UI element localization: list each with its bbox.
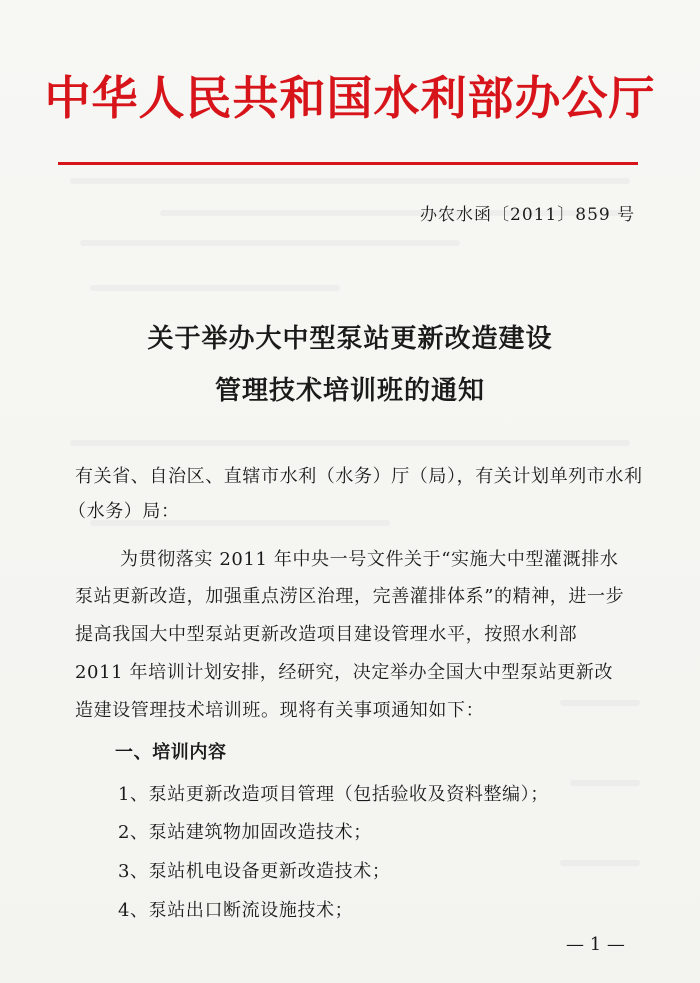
issuer-header: 中华人民共和国水利部办公厅 <box>44 71 656 125</box>
addressee-line-1: 有关省、自治区、直辖市水利（水务）厅（局），有关计划单列市水利 <box>75 466 643 487</box>
body-paragraph-line: 2011 年培训计划安排，经研究，决定举办全国大中型泵站更新改 <box>75 662 614 683</box>
body-paragraph-line: 造建设管理技术培训班。现将有关事项通知如下： <box>75 700 485 721</box>
body-paragraph-line: 提高我国大中型泵站更新改造项目建设管理水平，按照水利部 <box>75 624 578 645</box>
body-paragraph-line: 泵站更新改造，加强重点涝区治理，完善灌排体系”的精神，进一步 <box>75 586 625 607</box>
list-item: 4、泵站出口断流设施技术； <box>118 900 354 921</box>
addressee-line-2: （水务）局： <box>68 501 180 522</box>
red-divider-rule <box>58 162 638 165</box>
body-paragraph-line: 为贯彻落实 2011 年中央一号文件关于“实施大中型灌溉排水 <box>120 549 619 570</box>
list-item: 3、泵站机电设备更新改造技术； <box>118 861 391 882</box>
document-number: 办农水函〔2011〕859 号 <box>420 205 636 225</box>
page-number: — 1 — <box>566 934 625 955</box>
list-item: 2、泵站建筑物加固改造技术； <box>118 822 372 843</box>
notice-title-line-2: 管理技术培训班的通知 <box>214 376 485 406</box>
notice-title-line-1: 关于举办大中型泵站更新改造建设 <box>147 324 553 354</box>
section-heading-training-content: 一、培训内容 <box>115 742 227 763</box>
list-item: 1、泵站更新改造项目管理（包括验收及资料整编）； <box>118 784 549 805</box>
